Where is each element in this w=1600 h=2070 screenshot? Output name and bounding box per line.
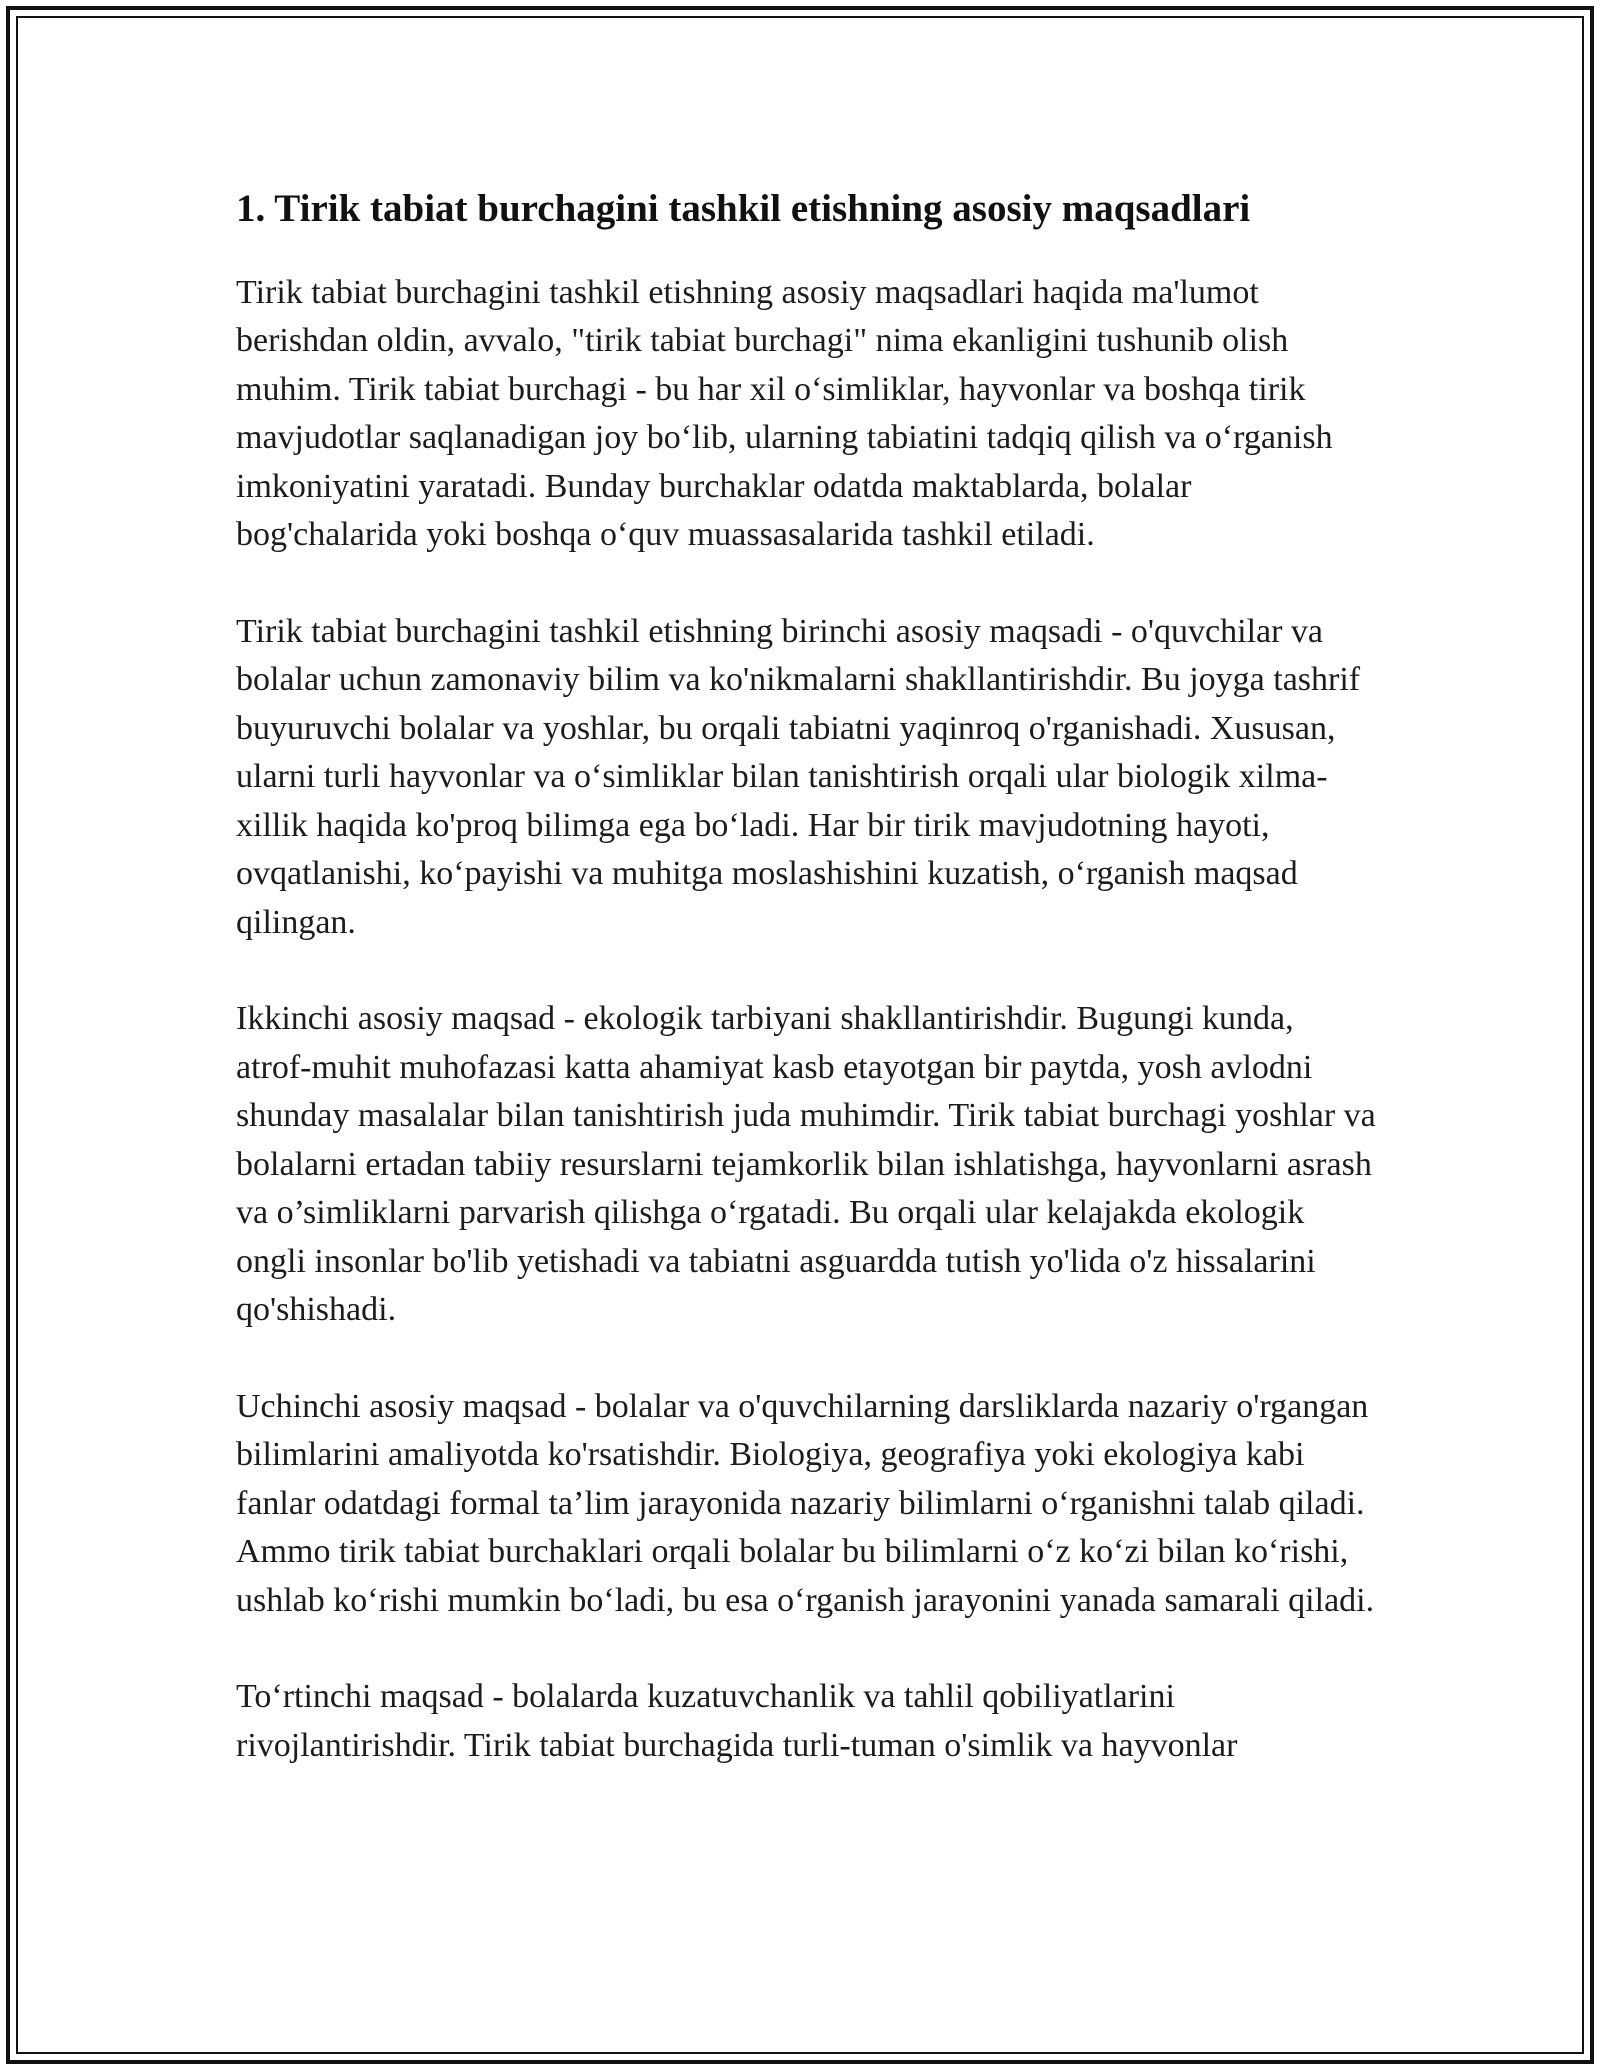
paragraph-third-goal: Uchinchi asosiy maqsad - bolalar va o'quvchilarning darsliklarda nazariy o'rgangan bilimlarini amaliyotda ko'rsatishdir. Biologiya, geografiya yoki ekologiya kabi fanlar odatdagi formal ta’lim jarayonida nazariy bilimlarni o‘rganishni talab qiladi. Ammo tirik tabiat burchaklari orqali bolalar bu bilimlarni o‘z ko‘zi bilan ko‘rishi, ushlab ko‘rishi mumkin bo‘ladi, bu esa o‘rganish jarayonini yanada samarali qiladi. [236,1387,1375,1619]
paragraph-fourth-goal: To‘rtinchi maqsad - bolalarda kuzatuvchanlik va tahlil qobiliyatlarini rivojlantirishdir. Tirik tabiat burchagida turli-tuman o'simlik va hayvonlar [236,1678,1238,1764]
paragraph-second-goal: Ikkinchi asosiy maqsad - ekologik tarbiyani shakllantirishdir. Bugungi kunda, atrof-muhit muhofazasi katta ahamiyat kasb etayotgan bir paytda, yosh avlodni shunday masalalar bilan tanishtirish juda muhimdir. Tirik tabiat burchagi yoshlar va bolalarni ertadan tabiiy resurslarni tejamkorlik bilan ishlatishga, hayvonlarni asrash va o’simliklarni parvarish qilishga o‘rgatadi. Bu orqali ular kelajakda ekologik ongli insonlar bo'lib yetishadi va tabiatni asguardda tutish yo'lida o'z hissalarini qo'shishadi. [236,1000,1376,1329]
section-heading: 1. Tirik tabiat burchagini tashkil etishning asosiy maqsadlari [236,187,1251,230]
paragraph-intro: Tirik tabiat burchagini tashkil etishning asosiy maqsadlari haqida ma'lumot berishdan oldin, avvalo, "tirik tabiat burchagi" nima ekanligini tushunib olish muhim. Tirik tabiat burchagi - bu har xil o‘simliklar, hayvonlar va boshqa tirik mavjudotlar saqlanadigan joy bo‘lib, ularning tabiatini tadqiq qilish va o‘rganish imkoniyatini yaratadi. Bunday burchaklar odatda maktablarda, bolalar bog'chalarida yoki boshqa o‘quv muassasalarida tashkil etiladi. [236,273,1333,554]
paragraph-first-goal: Tirik tabiat burchagini tashkil etishning birinchi asosiy maqsadi - o'quvchilar va bolalar uchun zamonaviy bilim va ko'nikmalarni shakllantirishdir. Bu joyga tashrif buyuruvchi bolalar va yoshlar, bu orqali tabiatni yaqinroq o'rganishadi. Xususan, ularni turli hayvonlar va o‘simliklar bilan tanishtirish orqali ular biologik xilma-xillik haqida ko'proq bilimga ega bo‘ladi. Har bir tirik mavjudotning hayoti, ovqatlanishi, ko‘payishi va muhitga moslashishini kuzatish, o‘rganish maqsad qilingan. [236,612,1361,941]
document-page [236,186,1376,1818]
